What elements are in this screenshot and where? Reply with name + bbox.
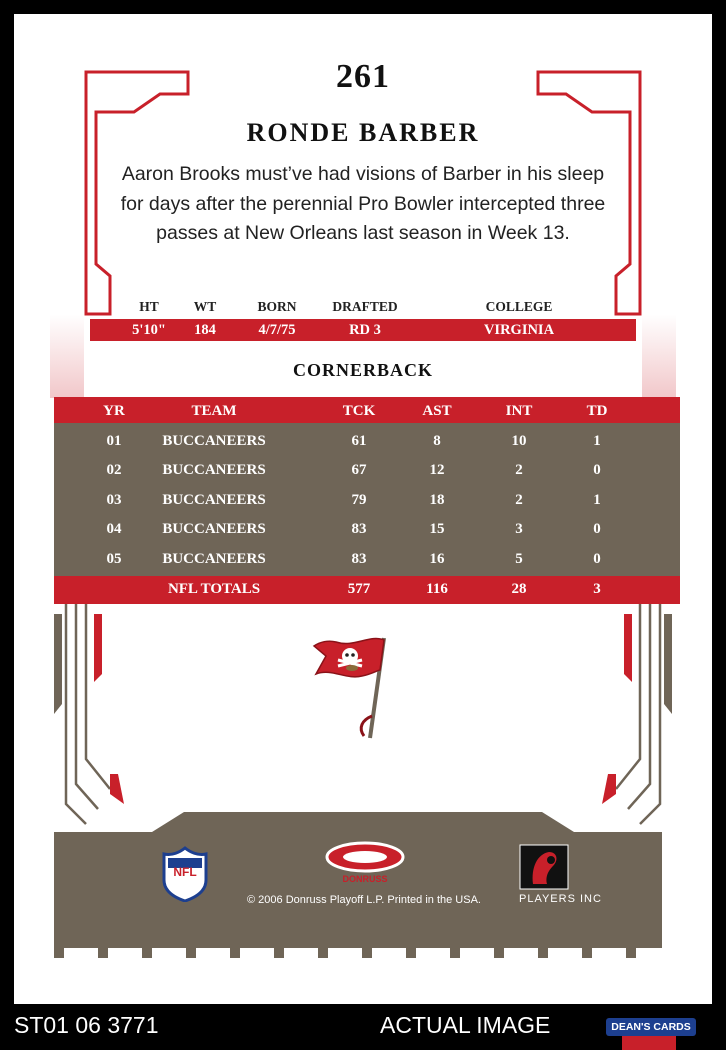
vitals-header-drafted: DRAFTED [332, 299, 398, 314]
stats-row-4-td: 0 [593, 521, 601, 537]
stats-totals-label: NFL TOTALS [167, 581, 261, 597]
stats-row-1-tck: 61 [351, 433, 367, 449]
stats-header-ast: AST [422, 403, 452, 419]
stats-row-1-td: 1 [593, 433, 601, 449]
stats-row-1-int: 10 [511, 433, 527, 449]
vitals-value-college: VIRGINIA [483, 322, 555, 338]
stats-totals-ast: 116 [426, 581, 448, 597]
copyright-text: © 2006 Donruss Playoff L.P. Printed in the USA. [247, 894, 481, 906]
donruss-logo [324, 840, 406, 874]
stats-row-3-yr: 03 [106, 492, 122, 508]
vitals-value-drafted: RD 3 [349, 322, 381, 338]
stats-row-2-int: 2 [515, 462, 523, 478]
stats-row-4-yr: 04 [106, 521, 122, 537]
vitals-value-ht: 5'10" [132, 322, 166, 338]
stats-row-3-tck: 79 [351, 492, 367, 508]
stats-row-3-team: BUCCANEERS [162, 492, 266, 508]
stats-row-3-int: 2 [515, 492, 523, 508]
stats-totals-tck: 577 [347, 581, 371, 597]
stats-row-3-td: 1 [593, 492, 601, 508]
stats-row-2-team: BUCCANEERS [162, 462, 266, 478]
listing-code: ST01 06 3771 [14, 1012, 159, 1038]
player-position: CORNERBACK [292, 360, 433, 380]
players-inc-logo [519, 844, 569, 890]
stats-header-tck: TCK [342, 403, 376, 419]
stats-header-yr: YR [103, 403, 125, 419]
stats-row-4-ast: 15 [429, 521, 445, 537]
actual-image-label: ACTUAL IMAGE [380, 1012, 551, 1038]
buccaneers-flag-logo [310, 630, 420, 742]
stats-row-1-team: BUCCANEERS [162, 433, 266, 449]
stats-row-2-tck: 67 [351, 462, 367, 478]
vitals-header-college: COLLEGE [485, 299, 553, 314]
stats-row-5-yr: 05 [106, 551, 122, 567]
player-bio: Aaron Brooks must’ve had visions of Barber in his sleep for days after the perennial Pro Bowler intercepted three passes at New Orleans last season in Week 13. [120, 163, 606, 244]
stats-row-4-int: 3 [515, 521, 523, 537]
stats-totals-td: 3 [593, 581, 601, 597]
stats-row-4-tck: 83 [351, 521, 367, 537]
vitals-header-ht: HT [139, 299, 159, 314]
vitals-value-born: 4/7/75 [258, 322, 296, 338]
stats-totals-int: 28 [511, 581, 527, 597]
stats-row-2-td: 0 [593, 462, 601, 478]
stats-row-5-tck: 83 [351, 551, 367, 567]
player-name: RONDE BARBER [246, 118, 480, 147]
card-back [14, 14, 712, 1004]
players-inc-text: PLAYERS INC [519, 893, 602, 905]
stats-row-5-team: BUCCANEERS [162, 551, 266, 567]
stats-row-5-ast: 16 [429, 551, 445, 567]
stats-row-1-ast: 8 [433, 433, 441, 449]
stats-row-5-td: 0 [593, 551, 601, 567]
vitals-header-wt: WT [193, 299, 217, 314]
stats-header-team: TEAM [191, 403, 237, 419]
stats-row-4-team: BUCCANEERS [162, 521, 266, 537]
stats-row-5-int: 5 [515, 551, 523, 567]
vitals-value-wt: 184 [194, 322, 216, 338]
stats-header-int: INT [505, 403, 533, 419]
deans-cards-logo: DEAN'S CARDS [606, 1018, 696, 1036]
stats-row-1-yr: 01 [106, 433, 122, 449]
nfl-logo-text: NFL [173, 865, 197, 879]
card-number: 261 [336, 58, 390, 95]
stats-header-td: TD [586, 403, 608, 419]
stats-row-3-ast: 18 [429, 492, 445, 508]
stats-row-2-ast: 12 [429, 462, 445, 478]
stats-row-2-yr: 02 [106, 462, 122, 478]
vitals-header-born: BORN [257, 299, 297, 314]
donruss-logo-text: DONRUSS [342, 874, 388, 884]
